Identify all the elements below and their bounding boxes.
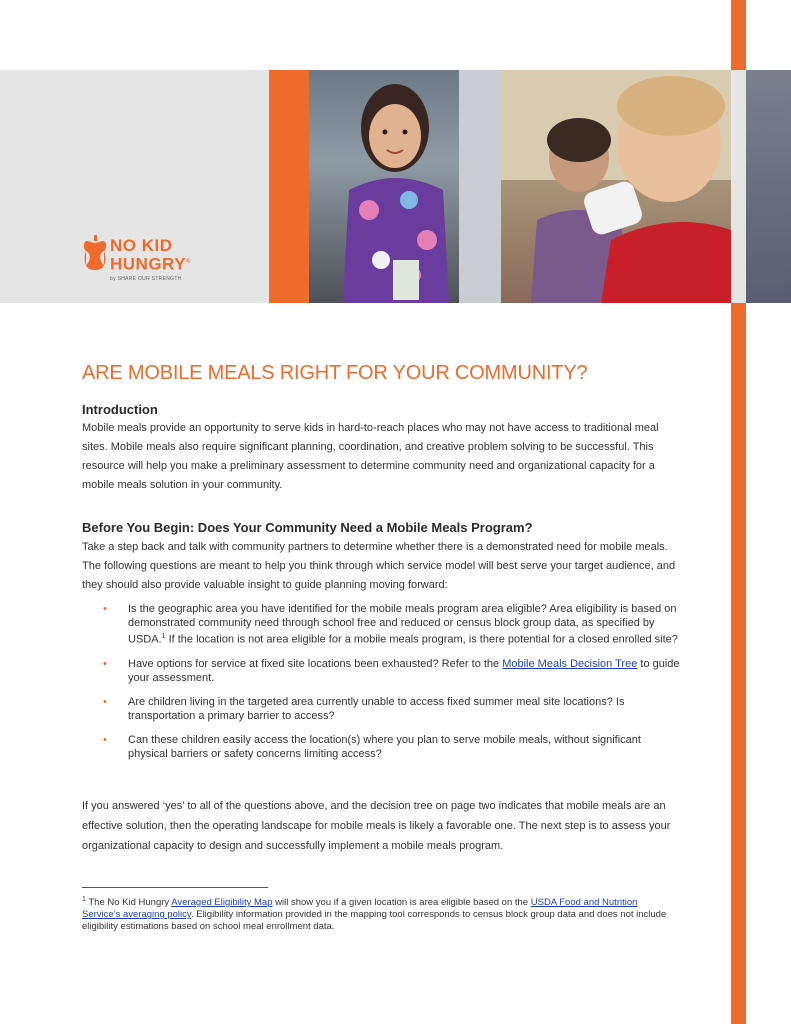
- list-item: • Are children living in the targeted area currently unable to access fixed summer meal site locations? Is transportation a primary barrier to access?: [103, 695, 625, 722]
- logo-text-line1: NO KID: [110, 236, 173, 255]
- logo-tagline: by SHARE OUR STRENGTH: [110, 276, 182, 282]
- apple-core-icon: [83, 235, 107, 271]
- footnote: $^1$ The No Kid Hungry Averaged Eligibility Map will show you if a given location is area eligible based on the USDA Food and Nutrition Service’s averaging policy. Eligibility information provided in the mapping tool corresponds to census block group data and does not include eligibility estimations based on school meal enrollment data.: [82, 896, 667, 933]
- footnote-ref: 1: [161, 633, 166, 640]
- page-title: ARE MOBILE MEALS RIGHT FOR YOUR COMMUNITY?: [82, 362, 588, 384]
- bullet-icon: •: [103, 657, 107, 670]
- footnote-number: 1: [82, 896, 86, 903]
- photo-edge: [746, 70, 791, 303]
- list-item: • Can these children easily access the location(s) where you plan to serve mobile meals, without significant physical barriers or safety concerns limiting access?: [103, 733, 641, 760]
- before-you-begin-paragraph: Take a step back and talk with community partners to determine whether there is a demonstrated need for mobile meals. The following questions are meant to help you think through which service model will best serve your target audience, and they should also provide valuable insight to guide planning moving forward:: [82, 541, 676, 591]
- bullet-icon: •: [103, 695, 107, 708]
- footnote-divider: [82, 887, 268, 888]
- conclusion-paragraph: If you answered ‘yes’ to all of the questions above, and the decision tree on page two indicates that mobile meals are an effective solution, then the operating landscape for mobile meals is likely a favorable one. The next step is to assess your organizational capacity to design and successfully implement a mobile meals program.: [82, 800, 671, 852]
- before-you-begin-heading: Before You Begin: Does Your Community Need a Mobile Meals Program?: [82, 520, 533, 535]
- photo-girl: [309, 70, 501, 303]
- introduction-heading: Introduction: [82, 402, 158, 417]
- bullet-icon: •: [103, 603, 107, 615]
- averaged-eligibility-map-link[interactable]: Averaged Eligibility Map: [171, 897, 273, 909]
- logo-text-line2: HUNGRY®: [110, 254, 191, 274]
- bullet-icon: •: [103, 733, 107, 746]
- list-item: • Is the geographic area you have identified for the mobile meals program area eligible? Area eligibility is based on demonstrated community need through school free and reduced or census block group data, as specified by USDA.$^1$ If the location is not area eligible for a mobile meals program, is there potential for a closed enrolled site?: [103, 603, 678, 646]
- photo-boys: [501, 70, 731, 303]
- introduction-paragraph: Mobile meals provide an opportunity to serve kids in hard-to-reach places who may not have access to traditional meal sites. Mobile meals also require significant planning, coordination, and creative problem solving to be successful. This resource will help you make a preliminary assessment to determine community need and organizational capacity for a mobile meals solution in your community.: [82, 422, 659, 491]
- mobile-meals-decision-tree-link[interactable]: Mobile Meals Decision Tree: [502, 657, 638, 670]
- banner-orange-stripe: [269, 70, 309, 303]
- list-item: • Have options for service at fixed site locations been exhausted? Refer to the Mobile Meals Decision Tree to guide your assessment.: [103, 657, 680, 684]
- header-banner: [0, 70, 791, 303]
- usda-averaging-policy-link[interactable]: USDA Food and Nutrition Service’s averaging policy: [82, 897, 638, 921]
- question-list: [82, 602, 682, 771]
- no-kid-hungry-logo: [83, 235, 203, 285]
- registered-mark: ®: [186, 259, 191, 265]
